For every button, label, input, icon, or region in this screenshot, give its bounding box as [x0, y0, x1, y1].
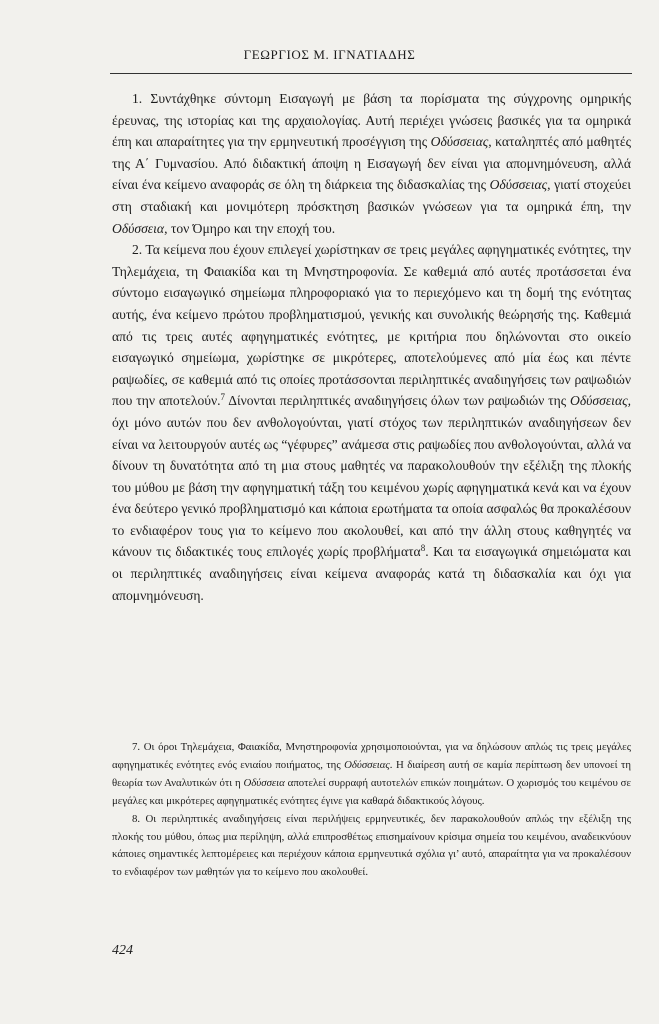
paragraph-1-text: , καταληπτές από μαθητές της Α΄ Γυμνασίου. Από διδακτική άποψη η Εισαγωγή δεν είναι για απομνημόνευση, αλλά είναι ένα κείμενο αναφοράς σε όλη τη διάρκεια της διδασκαλίας της — [112, 134, 631, 193]
page-number: 424 — [112, 943, 133, 958]
paragraph-2-text: Δίνονται περιληπτικές αναδιηγήσεις όλων των ραψωδιών της — [225, 393, 571, 409]
main-text — [112, 88, 631, 606]
paragraph-1-text: , γιατί στοχεύει στη σταδιακή και μονιμότερη πρόσκτηση βασικών γνώσεων για τα ομηρικά έπη, την — [112, 177, 631, 214]
paragraph-1-text: 1. Συντάχθηκε σύντομη Εισαγωγή με βάση τα πορίσματα της σύγχρονης ομηρικής έρευνας, της ιστορίας και της αρχαιολογίας. Αυτή περιέχει γνώσεις βασικές για τα ομηρικά έπη και απαραίτητες για την ερμηνευτική προσέγγιση της — [112, 91, 631, 150]
footnote-7-italic-title: Οδύσσεια — [243, 776, 285, 789]
footnote-7 — [112, 739, 631, 811]
footnote-7-text: αποτελεί συρραφή αυτοτελών επικών ποιημάτων. Ο χωρισμός του κειμένου σε μεγάλες και μικρότερες αφηγηματικές ενότητες έγινε για καθαρά διδακτικούς λόγους. — [112, 776, 631, 807]
paragraph-1-italic-title: Οδύσσεια — [112, 220, 165, 236]
paragraph-2-text: . Και τα εισαγωγικά σημειώματα και οι περιληπτικές αναδιηγήσεις είναι κείμενα αναφοράς κατά τη διδασκαλία και όχι για απομνημόνευση. — [112, 544, 631, 603]
footnotes — [112, 739, 631, 882]
paragraph-2 — [112, 239, 631, 606]
paragraph-2-italic-title: Οδύσσειας, — [570, 393, 632, 409]
paragraph-1-text: , τον Όμηρο και την εποχή του. — [164, 220, 336, 236]
paragraph-2-text: 2. Τα κείμενα που έχουν επιλεγεί χωρίστηκαν σε τρεις μεγάλες αφηγηματικές ενότητες, την Τηλεμάχεια, τη Φαιακίδα και τη Μνηστηροφονία. Σε καθεμιά από αυτές προτάσσεται ένα σύντομο εισαγωγικό σημείωμα πληροφοριακό για το περιεχόμενο και τη δομή της ενότητας αυτής, ένα κείμενο πρώτου προβληματισμού, γενικής και συνολικής θεώρησής της. Καθεμιά από τις τρεις αυτές αφηγηματικές ενότητες, με κριτήρια που δηλώνονται στο οικείο εισαγωγικό σημείωμα, χωρίστηκε σε μικρότερες, αποτελούμενες από μία έως και πέντε ραψωδίες, σε καθεμιά από τις οποίες προτάσσονται περιληπτικές αναδιηγήσεις των ραψωδιών που την αποτελούν. — [112, 242, 631, 409]
footnote-7-text: 7. Οι όροι Τηλεμάχεια, Φαιακίδα, Μνηστηροφονία χρησιμοποιούνται, για να δηλώσουν απλώς τις τρεις μεγάλες αφηγηματικές ενότητες ενός ενιαίου ποιήματος, της — [112, 741, 631, 771]
running-head: ΓΕΩΡΓΙΟΣ Μ. ΙΓΝΑΤΙΑΔΗΣ — [243, 47, 416, 62]
footnote-8: 8. Οι περιληπτικές αναδιηγήσεις είναι περιλήψεις ερμηνευτικές, δεν παρακολουθούν απλώς την εξέλιξη της πλοκής του μύθου, όπως μια περίληψη, αλλά επιπροσθέτως επισημαίνουν κρίσιμα σημεία του κειμένου, αναδεικνύουν κάποιες σημαντικές λεπτομέρειες και περιέχουν κάποια ερμηνευτικά σχόλια γι’ αυτό, απαραίτητα για να προκαλέσουν το ενδιαφέρον των μαθητών για το κείμενο που ακολουθεί. — [112, 812, 631, 879]
footnote-ref-7[interactable]: 7 — [220, 392, 226, 403]
paragraph-1-italic-title: Οδύσσειας — [489, 177, 548, 193]
paragraph-2-text: όχι μόνο αυτών που δεν ανθολογούνται, γιατί στόχος των περιληπτικών αναδιηγήσεων δεν είναι να λειτουργούν αυτές ως “γέφυρες” ανάμεσα στις ραψωδίες που ανθολογούνται, αλλά να δίνουν τη δυνατότητα από τη μια στους μαθητές να παρακολουθούν την εξέλιξη της πλοκής του μύθου με βάση την αφηγηματική τάξη του κειμένου χωρίς αφηγηματικά κενά και να έχουν ένα δεύτερο γενικό προβληματισμό και κάποια ερωτήματα τα οποία ασφαλώς θα προκαλέσουν το ενδιαφέρον τους για το κείμενο που ακολουθεί, και από την άλλη στους καθηγητές να κάνουν τις διδακτικές τους επιλογές χωρίς προβλήματα — [112, 414, 631, 560]
header-rule — [110, 73, 632, 74]
footnote-ref-8[interactable]: 8 — [420, 543, 426, 554]
paragraph-1-italic-title: Οδύσσειας — [430, 134, 489, 150]
footnote-7-italic-title: Οδύσσειας — [344, 758, 390, 771]
paragraph-1 — [112, 88, 631, 239]
footnote-7-text: . Η διαίρεση αυτή σε καμία περίπτωση δεν υπονοεί τη θεωρία των Αναλυτικών ότι η — [112, 758, 631, 789]
